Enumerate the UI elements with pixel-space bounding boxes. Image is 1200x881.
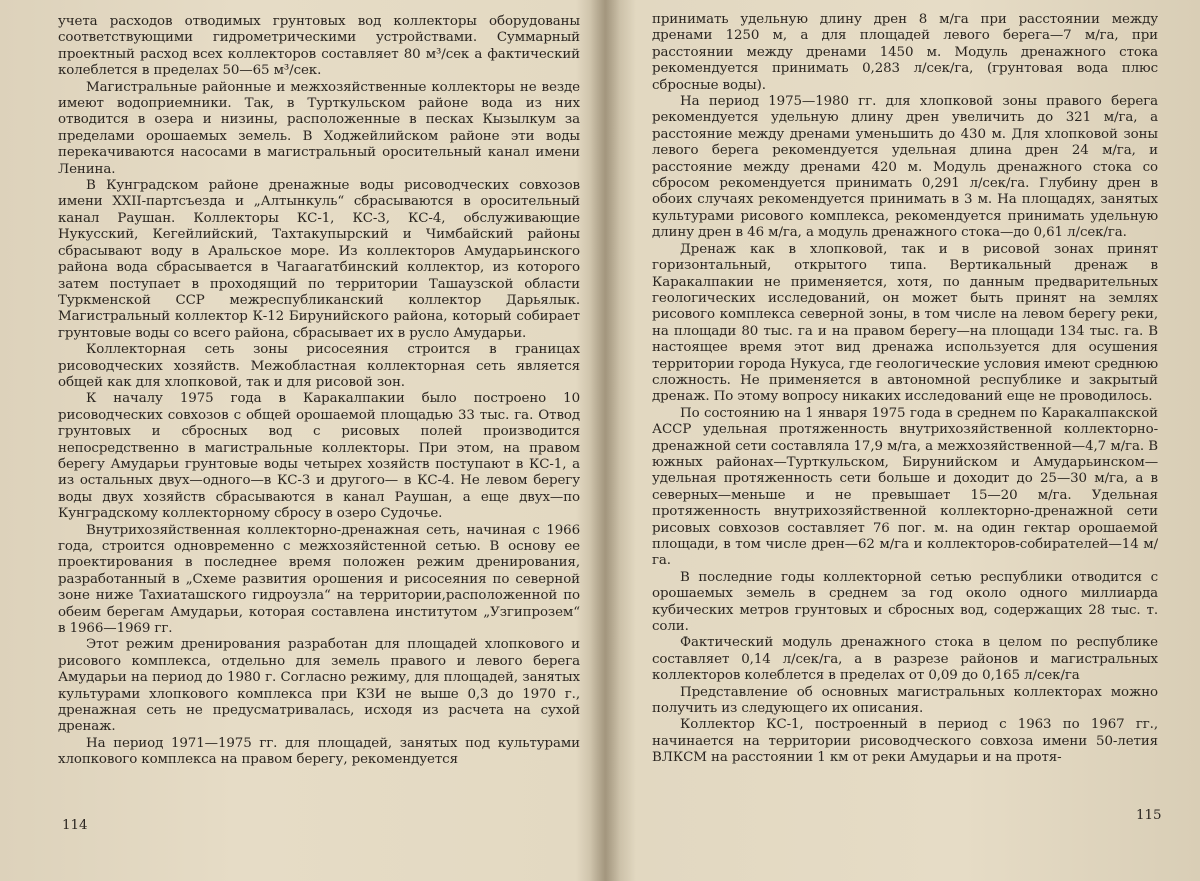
right-paragraph-7: Представление об основных магистральных коллекторах можно получить из следующего их описания. [652, 684, 1158, 717]
right-paragraph-1: принимать удельную длину дрен 8 м/га при расстоянии между дренами 1250 м, а для площадей левого берега—7 м/га, при расстоянии между дренами 1450 м. Модуль дренажного стока рекомендуется принимать 0,283 л/сек/га, (грунтовая вода плюс сбросные воды). [652, 12, 1158, 93]
left-paragraph-2: Магистральные районные и межхозяйственные коллекторы не везде имеют водоприемники. Так, в Турткульском районе вода из них отводится в озера и низины, расположенные в песках Кызылкум за пределами орошаемых земель. В Ходжейлийском районе эти воды перекачиваются насосами в магистральный оросительный канал имени Ленина. [58, 79, 580, 177]
right-paragraph-3: Дренаж как в хлопковой, так и в рисовой зонах принят горизонтальный, открытого типа. Вертикальный дренаж в Каракалпакии не применяется, хотя, по данным предварительных геологических исследований, он может быть принят на землях рисового комплекса северной зоны, в том числе на левом берегу реки, на площади 80 тыс. га и на правом берегу—на площади 134 тыс. га. В настоящее время этот вид дренажа используется для осушения территории города Нукуса, где геологические условия имеют среднюю сложность. Не применяется в автономной республике и закрытый дренаж. По этому вопросу никаких исследований еще не проводилось. [652, 241, 1158, 405]
left-page [58, 14, 580, 769]
left-paragraph-3: В Кунградском районе дренажные воды рисоводческих совхозов имени XXII-партсъезда и „Алтынкуль“ сбрасываются в оросительный канал Раушан. Коллекторы КС-1, КС-3, КС-4, обслуживающие Нукусский, Кегейлийский, Тахтакупырский и Чимбайский районы сбрасывают воду в Аральское море. Из коллекторов Амударьинского района вода сбрасывается в Чагаагатбинский коллектор, из которого затем поступает в проходящий по территории Ташаузской области Туркменской ССР межреспубликанский коллектор Дарьялык. Магистральный коллектор К-12 Бирунийского района, который собирает грунтовые воды со всего района, сбрасывает их в русло Амударьи. [58, 178, 580, 341]
right-page-number: 115 [1136, 808, 1162, 823]
left-paragraph-5: К началу 1975 года в Каракалпакии было построено 10 рисоводческих совхозов с общей орошаемой площадью 33 тыс. га. Отвод грунтовых и сбросных вод с рисовых полей производится непосредственно в магистральные коллекторы. При этом, на правом берегу Амударьи грунтовые воды четырех хозяйств поступают в КС-1, а из остальных двух—одного—в КС-3 и другого— в КС-4. Не левом берегу воды двух хозяйств сбрасываются в канал Раушан, а еще двух—по Кунградскому коллекторному сбросу в озеро Судочье. [58, 391, 580, 522]
right-page [652, 12, 1158, 767]
left-paragraph-4: Коллекторная сеть зоны рисосеяния строится в границах рисоводческих хозяйств. Межобластная коллекторная сеть является общей как для хлопковой, так и для рисовой зон. [58, 342, 580, 390]
right-paragraph-4: По состоянию на 1 января 1975 года в среднем по Каракалпакской АССР удельная протяженность внутрихозяйственной коллекторно-дренажной сети составляла 17,9 м/га, а межхозяйственной—4,7 м/га. В южных районах—Турткульском, Бирунийском и Амударьинском—удельная протяженность сети больше и доходит до 25—30 м/га, а в северных—меньше и не превышает 15—20 м/га. Удельная протяженность внутрихозяйственной коллекторно-дренажной сети рисовых совхозов составляет 76 пог. м. на один гектар орошаемой площади, в том числе дрен—62 м/га и коллекторов-собирателей—14 м/га. [652, 405, 1158, 569]
right-paragraph-8: Коллектор КС-1, построенный в период с 1963 по 1967 гг., начинается на территории рисоводческого совхоза имени 50-летия ВЛКСМ на расстоянии 1 км от реки Амударьи и на протя- [652, 717, 1158, 766]
left-page-number: 114 [62, 818, 88, 833]
right-paragraph-6: Фактический модуль дренажного стока в целом по республике составляет 0,14 л/сек/га, а в разрезе районов и магистральных коллекторов колеблется в пределах от 0,09 до 0,165 л/сек/га [652, 635, 1158, 684]
right-paragraph-2: На период 1975—1980 гг. для хлопковой зоны правого берега рекомендуется удельную длину дрен увеличить до 321 м/га, а расстояние между дренами уменьшить до 430 м. Для хлопковой зоны левого берега рекомендуется удельная длина дрен 24 м/га, и расстояние между дренами 420 м. Модуль дренажного стока со сбросом рекомендуется принимать 0,291 л/сек/га. Глубину дрен в обоих случаях рекомендуется принимать в 3 м. На площадях, занятых культурами рисового комплекса, рекомендуется принимать удельную длину дрен в 46 м/га, а модуль дренажного стока—до 0,61 л/сек/га. [652, 94, 1158, 241]
right-paragraph-5: В последние годы коллекторной сетью республики отводится с орошаемых земель в среднем за год около одного миллиарда кубических метров грунтовых и сбросных вод, содержащих 28 тыс. т. соли. [652, 569, 1158, 635]
gutter-shadow [590, 0, 620, 881]
left-paragraph-6: Внутрихозяйственная коллекторно-дренажная сеть, начиная с 1966 года, строится одновременно с межхозяйстенной сетью. В основу ее проектирования в последнее время положен режим дренирования, разработанный в „Схеме развития орошения и рисосеяния по северной зоне ниже Тахиаташского гидроузла“ на территории,расположенной по обеим берегам Амударьи, которая составлена институтом „Узгипрозем“ в 1966—1969 гг. [58, 522, 580, 637]
left-paragraph-7: Этот режим дренирования разработан для площадей хлопкового и рисового комплекса, отдельно для земель правого и левого берега Амударьи на период до 1980 г. Согласно режиму, для площадей, занятых культурами хлопкового комплекса при КЗИ не выше 0,3 до 1970 г., дренажная сеть не предусматривалась, исходя из расчета на сухой дренаж. [58, 637, 580, 735]
left-paragraph-8: На период 1971—1975 гг. для площадей, занятых под культурами хлопкового комплекса на правом берегу, рекомендуется [58, 735, 580, 768]
left-paragraph-1: учета расходов отводимых грунтовых вод коллекторы оборудованы соответствующими гидрометрическими устройствами. Суммарный проектный расход всех коллекторов составляет 80 м³/сек а фактический колеблется в пределах 50—65 м³/сек. [58, 14, 580, 79]
